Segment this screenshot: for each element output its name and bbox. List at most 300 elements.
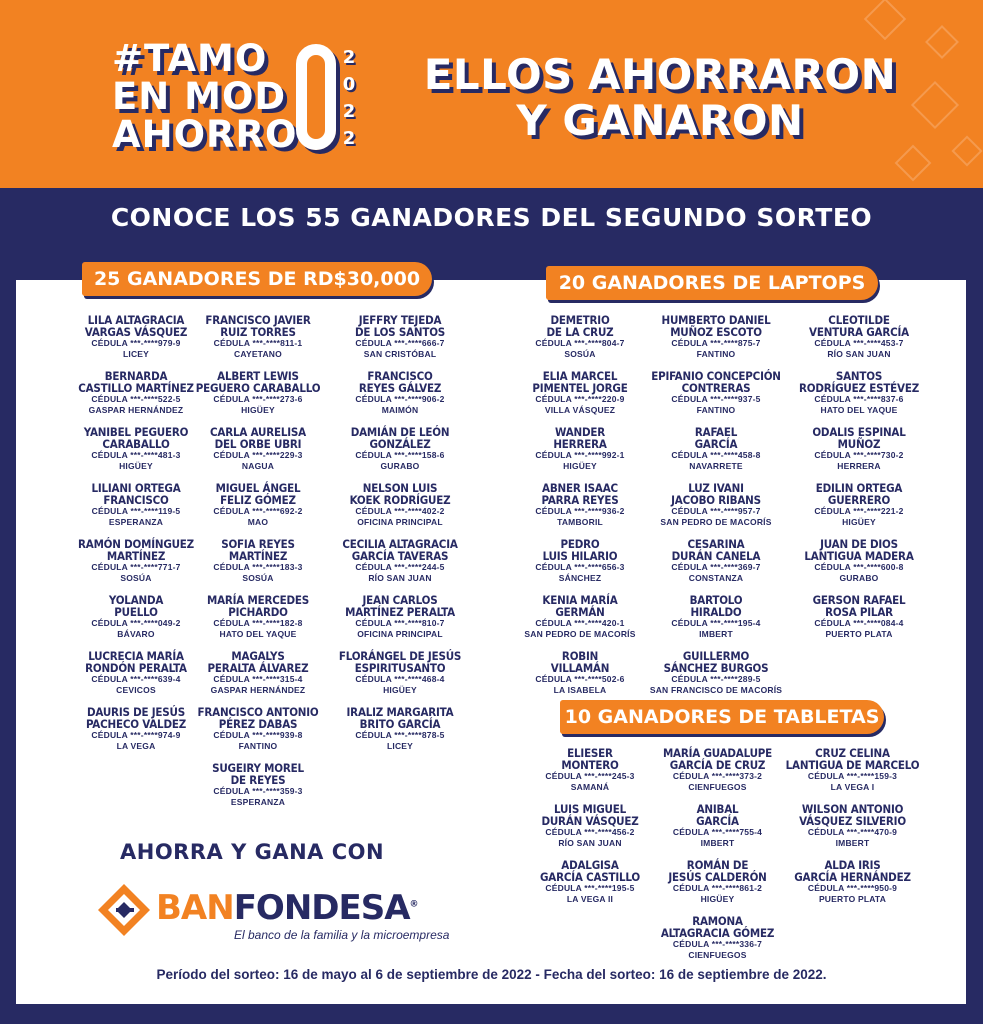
winner-name: LILA ALTAGRACIA (87, 313, 185, 327)
winner-name: BRITO GARCÍA (359, 717, 441, 731)
winner-location: MAO (247, 517, 269, 527)
winner-cedula: CÉDULA ***-****420-1 (535, 618, 625, 628)
winner-name: RONDÓN PERALTA (85, 661, 187, 675)
winner-cedula: CÉDULA ***-****119-5 (91, 506, 181, 516)
winner-entry (510, 370, 650, 426)
winner-entry (640, 370, 792, 426)
winner-cedula: CÉDULA ***-****522-5 (91, 394, 181, 404)
winner-name: ELIESER (567, 746, 613, 760)
winner-name: REYES GÁLVEZ (358, 381, 442, 395)
winner-entry (786, 370, 932, 426)
winner-entry (186, 762, 330, 818)
winner-name: GUILLERMO (682, 649, 750, 663)
winner-name: PÉREZ DABAS (218, 717, 298, 731)
winner-location: VILLA VÁSQUEZ (544, 405, 616, 415)
winner-name: DEMETRIO (550, 313, 610, 327)
winner-name: ALBERT LEWIS (217, 369, 299, 383)
winner-cedula: CÉDULA ***-****470-9 (807, 827, 898, 837)
winner-name: FLORÁNGEL DE JESÚS (338, 649, 462, 663)
winner-location: OFICINA PRINCIPAL (357, 629, 443, 639)
winner-location: ESPERANZA (230, 797, 286, 807)
headline-line-1: ELLOS AHORRARON (423, 50, 897, 99)
winner-cedula: CÉDULA ***-****957-7 (671, 506, 761, 516)
winner-cedula: CÉDULA ***-****875-7 (671, 338, 761, 348)
winner-cedula: CÉDULA ***-****183-3 (213, 562, 303, 572)
year-digit: 2 (342, 101, 356, 122)
winner-cedula: CÉDULA ***-****049-2 (91, 618, 181, 628)
winner-location: CONSTANZA (688, 573, 744, 583)
tablets-column-2 (645, 747, 790, 971)
winner-name: CRUZ CELINA (815, 746, 890, 760)
winner-cedula: CÉDULA ***-****692-2 (213, 506, 303, 516)
winner-entry (640, 314, 792, 370)
winner-name: GERSON RAFAEL (812, 593, 906, 607)
winner-name: CLEOTILDE (828, 313, 890, 327)
winner-entry (330, 370, 470, 426)
section-title-cash: 25 GANADORES DE RD$30,000 (82, 262, 432, 296)
cash-column-2 (186, 314, 330, 818)
winner-entry (520, 859, 660, 915)
winner-entry (640, 426, 792, 482)
winner-name: BARTOLO (689, 593, 743, 607)
winner-location: GASPAR HERNÁNDEZ (88, 405, 184, 415)
winner-name: ANIBAL (696, 802, 739, 816)
winner-name: PARRA REYES (541, 493, 619, 507)
winner-name: JESÚS CALDERÓN (668, 870, 767, 884)
diamond-decoration (864, 0, 906, 40)
winner-location: IMBERT (835, 838, 870, 848)
winner-name: MARTÍNEZ PERALTA (345, 605, 455, 619)
winner-name: PEGUERO CARABALLO (195, 381, 321, 395)
winner-name: ESPIRITUSANTO (354, 661, 446, 675)
winner-location: LA VEGA I (830, 782, 875, 792)
winner-name: BERNARDA (104, 369, 168, 383)
winner-cedula: CÉDULA ***-****481-3 (91, 450, 181, 460)
winner-location: RÍO SAN JUAN (827, 349, 891, 359)
winner-entry (330, 314, 470, 370)
winner-cedula: CÉDULA ***-****950-9 (807, 883, 898, 893)
winner-name: ABNER ISAAC (542, 481, 618, 495)
winner-entry (786, 538, 932, 594)
winner-entry (330, 650, 470, 706)
winner-name: SOFIA REYES (221, 537, 295, 551)
winner-cedula: CÉDULA ***-****195-5 (545, 883, 635, 893)
winner-cedula: CÉDULA ***-****974-9 (91, 730, 181, 740)
winner-location: NAGUA (241, 461, 275, 471)
winner-name: KENIA MARÍA (542, 593, 618, 607)
winner-cedula: CÉDULA ***-****159-3 (807, 771, 898, 781)
winner-name: CASTILLO MARTÍNEZ (78, 381, 194, 395)
winner-name: EPIFANIO CONCEPCIÓN (651, 369, 781, 383)
winner-entry (645, 803, 790, 859)
laptops-column-2 (640, 314, 792, 706)
winner-cedula: CÉDULA ***-****730-2 (814, 450, 904, 460)
winner-name: JEFFRY TEJEDA (358, 313, 442, 327)
winner-name: ALTAGRACIA GÓMEZ (660, 926, 775, 940)
winner-location: SOSÚA (564, 349, 596, 359)
winner-name: VÁSQUEZ SILVERIO (799, 814, 906, 828)
winner-entry (330, 706, 470, 762)
winner-cedula: CÉDULA ***-****289-5 (671, 674, 761, 684)
campaign-line: #TAMO (112, 37, 268, 80)
headline (400, 52, 920, 144)
winner-entry (520, 747, 660, 803)
winner-name: ROSA PILAR (825, 605, 893, 619)
cta-text: AHORRA Y GANA CON (120, 840, 385, 864)
winner-location: SAMANÁ (570, 782, 610, 792)
winner-entry (510, 314, 650, 370)
winner-name: CONTRERAS (681, 381, 751, 395)
winner-cedula: CÉDULA ***-****369-7 (671, 562, 761, 572)
winner-cedula: CÉDULA ***-****811-1 (213, 338, 303, 348)
winner-name: HERRERA (553, 437, 607, 451)
winner-entry (786, 426, 932, 482)
winner-name: JUAN DE DIOS (820, 537, 898, 551)
winner-location: PUERTO PLATA (825, 629, 893, 639)
winner-name: DURÁN CANELA (671, 549, 761, 563)
winner-name: MUÑOZ ESCOTO (670, 325, 762, 339)
winner-name: DE LA CRUZ (546, 325, 614, 339)
winner-cedula: CÉDULA ***-****182-8 (213, 618, 303, 628)
winner-location: LA VEGA (116, 741, 156, 751)
winner-name: HIRALDO (690, 605, 742, 619)
banfondesa-logo (96, 882, 450, 946)
winner-name: MARTÍNEZ (228, 549, 288, 563)
winner-location: ESPERANZA (108, 517, 164, 527)
winner-name: HUMBERTO DANIEL (661, 313, 771, 327)
winner-location: LICEY (386, 741, 414, 751)
banfondesa-mark-icon (96, 882, 152, 938)
winner-entry (780, 747, 925, 803)
winner-cedula: CÉDULA ***-****084-4 (814, 618, 904, 628)
winner-name: GUERRERO (827, 493, 891, 507)
laptops-column-1 (510, 314, 650, 706)
winner-cedula: CÉDULA ***-****937-5 (671, 394, 761, 404)
winner-name: CECILIA ALTAGRACIA (342, 537, 458, 551)
winner-cedula: CÉDULA ***-****158-6 (355, 450, 445, 460)
winner-name: MAGALYS (231, 649, 285, 663)
winner-name: MARTÍNEZ (106, 549, 166, 563)
winner-location: HIGÜEY (241, 405, 275, 415)
winner-entry (640, 594, 792, 650)
winner-location: SÁNCHEZ (558, 573, 602, 583)
winner-cedula: CÉDULA ***-****245-3 (545, 771, 635, 781)
winner-location: SAN CRISTÓBAL (363, 349, 437, 359)
winner-location: CAYETANO (234, 349, 282, 359)
winner-name: VARGAS VÁSQUEZ (84, 325, 188, 339)
winner-entry (330, 482, 470, 538)
winner-location: HIGÜEY (842, 517, 876, 527)
winner-name: LUCRECIA MARÍA (88, 649, 184, 663)
brand-tagline: El banco de la familia y la microempresa (234, 928, 450, 942)
winner-entry (510, 594, 650, 650)
winner-name: ODALIS ESPINAL (812, 425, 906, 439)
winner-cedula: CÉDULA ***-****656-3 (535, 562, 625, 572)
winner-name: LANTIGUA DE MARCELO (785, 758, 920, 772)
winner-name: PUELLO (114, 605, 158, 619)
winner-location: TAMBORIL (557, 517, 603, 527)
winner-location: IMBERT (700, 838, 735, 848)
brand-name (156, 888, 418, 928)
winner-entry (645, 747, 790, 803)
brand-part-1: BAN (156, 888, 234, 928)
winner-location: SOSÚA (120, 573, 152, 583)
winner-entry (780, 859, 925, 915)
winner-cedula: CÉDULA ***-****992-1 (535, 450, 625, 460)
year-digit: 2 (342, 128, 356, 149)
winner-cedula: CÉDULA ***-****936-2 (535, 506, 625, 516)
winner-name: RAMONA (692, 914, 743, 928)
winner-location: SAN FRANCISCO DE MACORÍS (649, 685, 783, 695)
winner-name: VENTURA GARCÍA (809, 325, 909, 339)
winner-location: FANTINO (696, 349, 736, 359)
winner-entry (186, 706, 330, 762)
cash-column-3 (330, 314, 470, 762)
winner-location: RÍO SAN JUAN (368, 573, 432, 583)
winner-entry (640, 482, 792, 538)
winner-name: WANDER (555, 425, 605, 439)
winner-name: LILIANI ORTEGA (91, 481, 181, 495)
winner-cedula: CÉDULA ***-****244-5 (355, 562, 445, 572)
section-title-tablets: 10 GANADORES DE TABLETAS (560, 700, 884, 734)
winner-location: CIENFUEGOS (688, 782, 747, 792)
diamond-decoration (951, 135, 982, 166)
campaign-logo-zero (296, 44, 336, 150)
winner-entry (510, 538, 650, 594)
draw-period-footer: Período del sorteo: 16 de mayo al 6 de septiembre de 2022 - Fecha del sorteo: 16 de septiembre de 2022. (156, 967, 827, 982)
winner-name: RODRÍGUEZ ESTÉVEZ (798, 381, 920, 395)
winner-cedula: CÉDULA ***-****771-7 (91, 562, 181, 572)
winner-cedula: CÉDULA ***-****861-2 (672, 883, 763, 893)
headline-line-2: Y GANARON (516, 96, 804, 145)
campaign-year (340, 44, 358, 152)
winner-entry (786, 314, 932, 370)
winner-location: LA VEGA II (566, 894, 614, 904)
winner-name: FRANCISCO JAVIER (205, 313, 311, 327)
winner-name: ROBIN (561, 649, 599, 663)
winner-cedula: CÉDULA ***-****939-8 (213, 730, 303, 740)
winner-cedula: CÉDULA ***-****359-3 (213, 786, 303, 796)
tablets-column-1 (520, 747, 660, 915)
winner-name: CESARINA (687, 537, 745, 551)
winner-location: SOSÚA (242, 573, 274, 583)
winner-name: PEDRO (560, 537, 600, 551)
winner-name: IRALIZ MARGARITA (346, 705, 454, 719)
winner-entry (640, 538, 792, 594)
winner-entry (330, 538, 470, 594)
winner-cedula: CÉDULA ***-****755-4 (672, 827, 763, 837)
winner-name: LUZ IVANI (688, 481, 744, 495)
winner-location: GASPAR HERNÁNDEZ (210, 685, 306, 695)
winner-name: PERALTA ÁLVAREZ (207, 661, 309, 675)
winner-name: LANTIGUA MADERA (804, 549, 914, 563)
winner-name: FRANCISCO (103, 493, 169, 507)
winner-name: GARCÍA (694, 437, 738, 451)
campaign-logo (112, 37, 298, 156)
winner-name: RAFAEL (694, 425, 738, 439)
winner-entry (186, 538, 330, 594)
winner-name: SUGEIRY MOREL (212, 761, 304, 775)
winner-entry (186, 426, 330, 482)
winner-location: HIGÜEY (563, 461, 597, 471)
winner-entry (640, 650, 792, 706)
winner-name: EDILIN ORTEGA (815, 481, 903, 495)
winner-name: WILSON ANTONIO (801, 802, 904, 816)
winner-name: GARCÍA TAVERAS (351, 549, 449, 563)
diamond-decoration (925, 25, 959, 59)
winner-name: SÁNCHEZ BURGOS (663, 661, 769, 675)
winner-name: NELSON LUIS (362, 481, 438, 495)
winner-name: DURÁN VÁSQUEZ (541, 814, 639, 828)
winner-entry (186, 650, 330, 706)
winner-cedula: CÉDULA ***-****906-2 (355, 394, 445, 404)
winner-name: SANTOS (835, 369, 883, 383)
winner-location: OFICINA PRINCIPAL (357, 517, 443, 527)
winner-cedula: CÉDULA ***-****639-4 (91, 674, 181, 684)
subheadline: CONOCE LOS 55 GANADORES DEL SEGUNDO SORTEO (110, 203, 873, 232)
winner-name: DE REYES (230, 773, 286, 787)
campaign-line: EN MOD (112, 75, 287, 118)
winner-entry (510, 650, 650, 706)
winner-name: KOEK RODRÍGUEZ (349, 493, 451, 507)
winner-entry (786, 482, 932, 538)
winner-entry (330, 594, 470, 650)
winner-name: MONTERO (561, 758, 619, 772)
winner-entry (186, 314, 330, 370)
winner-cedula: CÉDULA ***-****402-2 (355, 506, 445, 516)
winner-cedula: CÉDULA ***-****666-7 (355, 338, 445, 348)
winner-name: GERMÁN (555, 605, 605, 619)
header-banner (0, 0, 983, 188)
winner-name: MARÍA MERCEDES (206, 593, 310, 607)
winner-name: GARCÍA CASTILLO (539, 870, 641, 884)
winner-name: LUIS HILARIO (542, 549, 618, 563)
winner-cedula: CÉDULA ***-****456-2 (545, 827, 635, 837)
winner-name: PACHECO VALDEZ (85, 717, 187, 731)
winner-cedula: CÉDULA ***-****453-7 (814, 338, 904, 348)
winner-name: GONZÁLEZ (369, 437, 431, 451)
registered-mark: ® (409, 899, 418, 910)
winner-location: FANTINO (696, 405, 736, 415)
winner-entry (645, 915, 790, 971)
winner-cedula: CÉDULA ***-****878-5 (355, 730, 445, 740)
tablets-column-3 (780, 747, 925, 915)
diamond-decoration (895, 145, 932, 182)
winner-entry (510, 482, 650, 538)
winner-location: HERRERA (837, 461, 881, 471)
winner-entry (520, 803, 660, 859)
winner-name: MIGUEL ÁNGEL (215, 481, 301, 495)
winner-name: PIMENTEL JORGE (532, 381, 628, 395)
winner-name: YANIBEL PEGUERO (83, 425, 189, 439)
winner-entry (186, 370, 330, 426)
winner-name: CARLA AURELISA (210, 425, 306, 439)
winner-location: CIENFUEGOS (688, 950, 747, 960)
winner-location: NAVARRETE (689, 461, 743, 471)
year-digit: 0 (342, 74, 356, 95)
winner-location: HIGÜEY (383, 685, 417, 695)
winner-cedula: CÉDULA ***-****220-9 (535, 394, 625, 404)
winner-location: GURABO (839, 573, 879, 583)
winner-location: HATO DEL YAQUE (219, 629, 297, 639)
winner-cedula: CÉDULA ***-****373-2 (672, 771, 763, 781)
winner-cedula: CÉDULA ***-****336-7 (672, 939, 763, 949)
year-digit: 2 (342, 47, 356, 68)
winner-cedula: CÉDULA ***-****273-6 (213, 394, 303, 404)
winner-entry (186, 594, 330, 650)
winner-entry (330, 426, 470, 482)
winner-name: DAURIS DE JESÚS (87, 705, 185, 719)
winner-location: SAN PEDRO DE MACORÍS (524, 629, 636, 639)
section-title-laptops: 20 GANADORES DE LAPTOPS (546, 266, 878, 300)
laptops-column-3 (786, 314, 932, 650)
winner-location: BÁVARO (117, 629, 155, 639)
winner-name: ROMÁN DE (686, 858, 749, 872)
winner-name: ELIA MARCEL (542, 369, 618, 383)
winner-name: CARABALLO (102, 437, 170, 451)
winner-name: RAMÓN DOMÍNGUEZ (78, 537, 194, 551)
winner-name: FRANCISCO ANTONIO (197, 705, 319, 719)
winner-cedula: CÉDULA ***-****195-4 (671, 618, 761, 628)
campaign-line: AHORRO (112, 113, 298, 156)
winner-entry (510, 426, 650, 482)
winner-name: MARÍA GUADALUPE (662, 746, 773, 760)
winner-name: MUÑOZ (837, 437, 881, 451)
winner-cedula: CÉDULA ***-****229-3 (213, 450, 303, 460)
winner-cedula: CÉDULA ***-****468-4 (355, 674, 445, 684)
winner-name: LUIS MIGUEL (554, 802, 626, 816)
winner-location: CEVICOS (116, 685, 156, 695)
winner-name: FRANCISCO (367, 369, 433, 383)
winner-name: PICHARDO (228, 605, 288, 619)
winner-location: MAIMÓN (381, 405, 419, 415)
winner-name: VILLAMÁN (550, 661, 610, 675)
winner-location: HIGÜEY (119, 461, 153, 471)
winner-cedula: CÉDULA ***-****221-2 (814, 506, 904, 516)
winner-cedula: CÉDULA ***-****810-7 (355, 618, 445, 628)
winner-entry (786, 594, 932, 650)
winner-cedula: CÉDULA ***-****458-8 (671, 450, 761, 460)
winner-name: ADALGISA (561, 858, 619, 872)
winner-name: DE LOS SANTOS (354, 325, 446, 339)
winner-name: DEL ORBE UBRI (214, 437, 302, 451)
winner-cedula: CÉDULA ***-****979-9 (91, 338, 181, 348)
winner-location: HIGÜEY (700, 894, 735, 904)
winner-name: JEAN CARLOS (362, 593, 438, 607)
winner-name: GARCÍA DE CRUZ (669, 758, 766, 772)
winner-cedula: CÉDULA ***-****315-4 (213, 674, 303, 684)
winner-name: GARCÍA (696, 814, 739, 828)
winner-name: YOLANDA (108, 593, 164, 607)
winner-entry (780, 803, 925, 859)
winner-location: SAN PEDRO DE MACORÍS (660, 517, 772, 527)
winner-location: FANTINO (238, 741, 278, 751)
brand-part-2: FONDESA (233, 888, 410, 928)
winner-cedula: CÉDULA ***-****804-7 (535, 338, 625, 348)
winner-cedula: CÉDULA ***-****837-6 (814, 394, 904, 404)
winner-location: PUERTO PLATA (818, 894, 887, 904)
winner-location: HATO DEL YAQUE (820, 405, 898, 415)
winner-cedula: CÉDULA ***-****600-8 (814, 562, 904, 572)
winner-location: LICEY (122, 349, 150, 359)
winner-entry (186, 482, 330, 538)
winner-location: GURABO (380, 461, 420, 471)
winner-location: IMBERT (699, 629, 733, 639)
winner-name: GARCÍA HERNÁNDEZ (794, 870, 911, 884)
winner-name: RUIZ TORRES (220, 325, 296, 339)
winner-cedula: CÉDULA ***-****502-6 (535, 674, 625, 684)
winner-location: LA ISABELA (553, 685, 607, 695)
